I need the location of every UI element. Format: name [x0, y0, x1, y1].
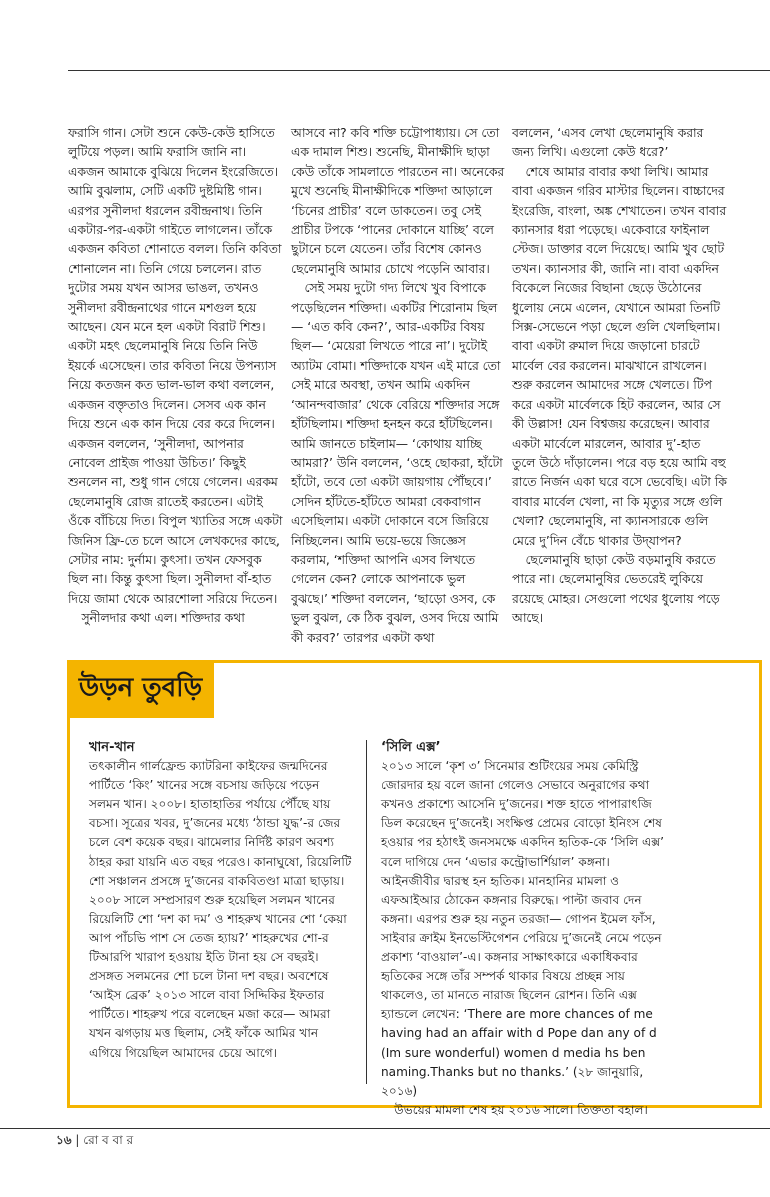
paragraph: সুনীলদার কথা এল। শক্তিদার কথা	[81, 611, 245, 626]
footer-separator: |	[75, 1133, 80, 1147]
header-rule	[68, 70, 770, 71]
box-heading-right: ‘সিলি এক্স’	[381, 740, 441, 755]
paragraph: ফরাসি গান। সেটা শুনে কেউ-কেউ হাসিতে লুটিয়ে পড়ল। আমি ফরাসি জানি না। একজন আমাকে বুঝিয়ে দিলেন ইংরেজিতে। আমি বুঝলাম, সেটি একটি দুষ্টমিষ্টি গান। এরপর সুনীলদা ধরলেন রবীন্দ্রনাথ। তিনি একটার-পর-একটা গাইতে লাগলেন। তাঁকে একজন কবিতা শোনাতে বলল। তিনি কবিতা শোনালেন না। তিনি গেয়ে চললেন। রাত দুটোর সময় যখন আসর ভাঙল, তখনও সুনীলদা রবীন্দ্রনাথের গানে মশগুল হয়ে আছেন। যেন মনে হল একটা বিরাট শিশু। একটা মহৎ ছেলেমানুষি নিয়ে তিনি নিউ ইয়র্কে এসেছেন। তার কবিতা নিয়ে উপন্যাস নিয়ে কতজন কত ভাল-ভাল কথা বললেন, একজন বক্তৃতাও দিলেন। সেসব এক কান দিয়ে শুনে এক কান দিয়ে বের করে দিলেন। একজন বললেন, ‘সুনীলদা, আপনার নোবেল প্রাইজ পাওয়া উচিত।’ কিছুই শুনলেন না, শুধু গান গেয়ে গেলেন। এরকম ছেলেমানুষি রোজ রাতেই করতেন। এটাই ওঁকে বাঁচিয়ে দিত। বিপুল খ্যাতির সঙ্গে একটা জিনিস ফ্রি-তে চলে আসে লেখকদের কাছে, সেটার নাম: দুর্নাম। কুৎসা। তখন ফেসবুক ছিল না। কিন্তু কুৎসা ছিল। সুনীলদা বাঁ-হাত দিয়ে জামা থেকে আরশোলা সরিয়ে দিতেন।	[68, 126, 283, 606]
page-number: ১৬	[56, 1133, 72, 1147]
sidebar-box-title-text: উড়ন তুবড়ি	[78, 673, 203, 703]
box-text-left: তৎকালীন গার্লফ্রেন্ড ক্যাটরিনা কাইফের জন্মদিনের পার্টিতে ‘কিং’ খানের সঙ্গে বচসায় জড়িয়ে পড়েন সলমন খান। ২০০৮। হাতাহাতির পর্যায়ে পৌঁছে যায় বচসা। সূত্রের খবর, দু’জনের মধ্যে ‘ঠান্ডা যুদ্ধ’-র জের চলে বেশ কয়েক বছর। ঝামেলার নির্দিষ্ট কারণ অবশ্য ঠাহর করা যায়নি এত বছর পরেও। কানাঘুষো, রিয়েলিটি শো সঞ্চালন প্রসঙ্গে দু’জনের বাকবিতণ্ডা মাত্রা ছাড়ায়। ২০০৮ সালে সম্প্রসারণ শুরু হয়েছিল সলমন খানের রিয়েলিটি শো ‘দশ কা দম’ ও শাহরুখ খানের শো ‘কেয়া আপ পাঁচভি পাশ সে তেজ হ্যায়?’ শাহরুখের শো-র টিআরপি খারাপ হওয়ায় ইতি টানা হয় সে বছরই। প্রসঙ্গত সলমনের শো চলে টানা দশ বছর। অবশেষে ‘আইস ব্রেক’ ২০১৩ সালে বাবা সিদ্দিকির ইফতার পার্টিতে। শাহরুখ পরে বলেছেন মজা করে— আমরা যখন ঝগড়ায় মত্ত ছিলাম, সেই ফাঁকে আমির খান এগিয়ে গিয়েছিল আমাদের চেয়ে আগে।	[89, 759, 352, 1060]
box-text-right: ২০১৩ সালে ‘কৃশ ৩’ সিনেমার শুটিংয়ের সময় কেমিস্ট্রি জোরদার হয় বলে জানা গেলেও সেভাবে অনুরাগের কথা কখনও প্রকাশ্যে আসেনি দু’জনের। শক্ত হাতে পাপারাৎজি ডিল করেছেন দু’জনেই। সংক্ষিপ্ত প্রেমের বোড়ো ইনিংস শেষ হওয়ার পর হঠাৎই জনসমক্ষে একদিন হৃতিক-কে ‘সিলি এক্স’ বলে দাগিয়ে দেন ‘এভার কন্ট্রোভার্শিয়াল’ কঙ্গনা। আইনজীবীর দ্বারস্থ হন হৃতিক। মানহানির মামলা ও এফআইআর ঠোকেন কঙ্গনার বিরুদ্ধে। পাল্টা জবাব দেন কঙ্গনা। এরপর শুরু হয় নতুন তরজা— গোপন ইমেল ফাঁস, সাইবার ক্রাইম ইনভেস্টিগেশন পেরিয়ে দু’জনেই নেমে পড়েন প্রকাশ্য ‘বাওয়াল’-এ। কঙ্গনার সাক্ষাৎকারে একাধিকবার হৃতিকের সঙ্গে তাঁর সম্পর্ক থাকার বিষয়ে প্রচ্ছন্ন সায় থাকলেও, তা মানতে নারাজ ছিলেন রোশন। তিনি এক্স হ্যান্ডলে লেখেন: ‘There are more chances of me having had an affair with d Pope dan any of d (Im sure wonderful) women d media hs ben naming.Thanks but no thanks.’ (২৮ জানুয়ারি, ২০১৬)	[381, 759, 664, 1098]
paragraph: আসবে না? কবি শক্তি চট্টোপাধ্যায়। সে তো এক দামাল শিশু। শুনেছি, মীনাক্ষীদি ছাড়া কেউ তাঁকে সামলাতে পারতেন না। অনেকের মুখে শুনেছি মীনাক্ষীদিকে শক্তিদা আড়ালে ‘চিনের প্রাচীর’ বলে ডাকতেন। তবু সেই প্রাচীর টপকে ‘পানের দোকানে যাচ্ছি’ বলে ছুটানে চলে যেতেন। তাঁর বিশেষ কোনও ছেলেমানুষি আমার চোখে পড়েনি আবার।	[291, 126, 505, 276]
magazine-name: রো ব বা র	[83, 1133, 134, 1147]
column-divider	[366, 740, 367, 1084]
sidebar-box-title	[67, 660, 214, 718]
article-column-3	[512, 124, 727, 629]
page-footer	[56, 1132, 133, 1152]
paragraph: ছেলেমানুষি ছাড়া কেউ বড়মানুষি করতে পারে না। ছেলেমানুষির ভেতরেই লুকিয়ে রয়েছে মোহর। সেগুলো পথের ধুলোয় পড়ে আছে।	[512, 552, 720, 626]
box-column-right	[381, 738, 671, 1120]
box-column-left	[89, 738, 353, 1063]
paragraph: বললেন, ‘এসব লেখা ছেলেমানুষি করার জন্য লিখি। এগুলো কেউ ধরে?’	[512, 126, 704, 160]
box-text-right-end: উভয়ের মামলা শেষ হয় ২০১৬ সালে। তিক্ততা বহাল।	[394, 1102, 648, 1117]
article-column-2	[291, 124, 506, 648]
box-heading-left: খান-খান	[89, 740, 135, 755]
paragraph: শেষে আমার বাবার কথা লিখি। আমার বাবা একজন গরিব মাস্টার ছিলেন। বাচ্চাদের ইংরেজি, বাংলা, অঙ্ক শেখাতেন। তখন বাবার ক্যানসার ধরা পড়েছে। একেবারে ফাইনাল স্টেজ। ডাক্তার বলে দিয়েছে। আমি খুব ছোট তখন। ক্যানসার কী, জানি না। বাবা একদিন বিকেলে নিজের বিছানা ছেড়ে উঠোনের ধুলোয় নেমে এলেন, যেখানে আমরা তিনটি সিক্স-সেভেনে পড়া ছেলে গুলি খেলছিলাম। বাবা একটা রুমাল দিয়ে জড়ানো চারটে মার্বেল বের করলেন। মাঝখানে রাখলেন। শুরু করলেন আমাদের সঙ্গে খেলতে। টিপ করে একটা মার্বেলকে হিট করলেন, আর সে কী উল্লাস! যেন বিশ্বজয় করেছেন। আবার একটা মার্বেলে মারলেন, আবার দু’-হাত তুলে উঠে দাঁড়ালেন। পরে বড় হয়ে আমি বহু রাতে নির্জন একা ঘরে বসে ভেবেছি। এটা কি বাবার মার্বেল খেলা, না কি মৃত্যুর সঙ্গে গুলি খেলা? ছেলেমানুষি, না ক্যানসারকে গুলি মেরে দু’দিন বেঁচে থাকার উদ্‌যাপন?	[512, 164, 727, 548]
footer-rule	[0, 1128, 770, 1129]
paragraph: সেই সময় দুটো গদ্য লিখে খুব বিপাকে পড়েছিলেন শক্তিদা। একটির শিরোনাম ছিল— ‘এত কবি কেন?’, আর-একটির বিষয় ছিল— ‘মেয়েরা লিখতে পারে না’। দুটোই অ্যাটম বোমা। শক্তিদাকে যখন এই মারে তো সেই মারে অবস্থা, তখন আমি একদিন ‘আনন্দবাজার’ থেকে বেরিয়ে শক্তিদার সঙ্গে হাঁটছিলাম। শক্তিদা হনহন করে হাঁটছিলেন। আমি জানতে চাইলাম— ‘কোথায় যাচ্ছি আমরা?’ উনি বললেন, ‘ওহে ছোকরা, হাঁটো হাঁটো, তবে তো একটা জায়গায় পৌঁছবে।’ সেদিন হাঁটতে-হাঁটতে আমরা বেকবাগান এসেছিলাম। একটা দোকানে বসে জিরিয়ে নিচ্ছিলেন। আমি ভয়ে-ভয়ে জিজ্ঞেস করলাম, ‘শক্তিদা আপনি এসব লিখতে গেলেন কেন? লোকে আপনাকে ভুল বুঝছে।’ শক্তিদা বললেন, ‘ছাড়ো ওসব, কে ভুল বুঝল, কে ঠিক বুঝল, ওসব দিয়ে আমি কী করব?’ তারপর একটা কথা	[291, 281, 503, 645]
article-column-1	[68, 124, 283, 629]
